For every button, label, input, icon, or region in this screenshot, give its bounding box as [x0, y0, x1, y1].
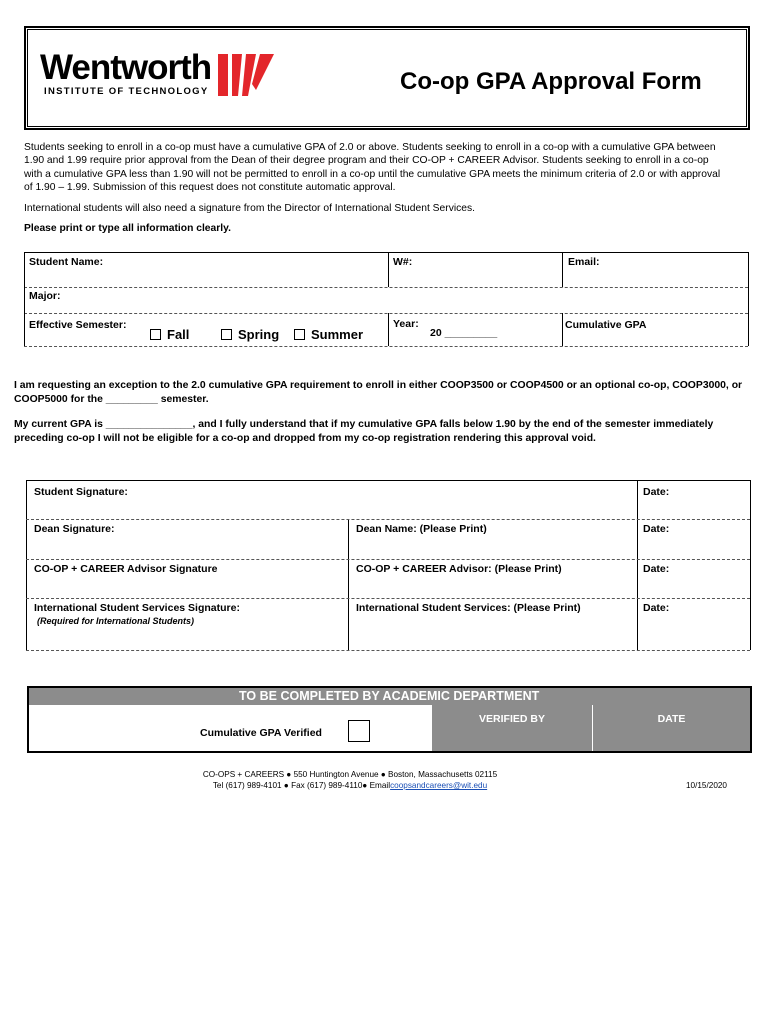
- dean-name-field[interactable]: Dean Name: (Please Print): [356, 523, 487, 535]
- summer-checkbox[interactable]: [294, 327, 363, 342]
- year-label: Year:: [393, 318, 419, 330]
- sig-row-divider: [26, 519, 750, 520]
- footer-email-link[interactable]: coopsandcareers@wit.edu: [390, 781, 488, 790]
- sig-col-divider: [348, 519, 349, 650]
- gpa-acknowledgement-statement: My current GPA is _______________, and I fully understand that if my cumulative GPA falls below 1.90 by the end of the semester immediately preceding co-op I will not be eligible for a co-op and dropped from my co-op registration rendering this approval void.: [14, 419, 714, 444]
- advisor-date-field[interactable]: Date:: [643, 563, 670, 575]
- sig-row-divider: [26, 598, 750, 599]
- info-col-divider: [562, 313, 563, 346]
- footer-contact: [150, 781, 550, 790]
- info-table-top-border: [24, 252, 748, 253]
- sig-table-left-border: [26, 480, 27, 650]
- exception-request-statement: I am requesting an exception to the 2.0 cumulative GPA requirement to enroll in either COOP3500 or COOP4500 or an optional co-op, COOP3000, or COOP5000 for the _________ semester.: [14, 380, 743, 405]
- verified-by-field[interactable]: [432, 705, 592, 751]
- academic-date-field[interactable]: [593, 705, 750, 751]
- sig-table-bottom-border: [26, 650, 750, 651]
- iss-name-field[interactable]: International Student Services: (Please Print): [356, 602, 581, 614]
- dean-date-field[interactable]: Date:: [643, 523, 670, 535]
- footer-phone-fax: Tel (617) 989-4101 ● Fax (617) 989-4110● Email: [212, 781, 391, 790]
- checkbox-icon: [221, 329, 232, 340]
- info-row-divider: [24, 313, 748, 314]
- w-number-field[interactable]: W#:: [393, 256, 413, 268]
- sig-col-divider: [637, 480, 638, 650]
- gpa-verified-checkbox[interactable]: [348, 720, 370, 742]
- info-row-divider: [24, 346, 748, 347]
- iss-required-note: (Required for International Students): [37, 616, 195, 626]
- logo-subtitle: INSTITUTE OF TECHNOLOGY: [44, 86, 209, 97]
- logo-wordmark: Wentworth: [40, 48, 212, 87]
- form-revision-date: 10/15/2020: [686, 781, 727, 790]
- intro-paragraph: Students seeking to enroll in a co-op must have a cumulative GPA of 2.0 or above. Students seeking to enroll in a co-op with a cumulative GPA between 1.90 and 1.99 require prior approval from the Dean of their degree program and their CO-OP + CAREER Advisor. Students seeking to enroll in a co-op with a cumulative GPA less than 1.90 will not be permitted to enroll in a co-op until the cumulative GPA meets the minimum criteria of 2.0 or with approval of 1.90 – 1.99. Submission of this request does not constitute automatic approval.: [24, 142, 721, 194]
- form-title: Co-op GPA Approval Form: [400, 68, 702, 95]
- gpa-verified-label: Cumulative GPA Verified: [200, 727, 322, 739]
- dean-signature-field[interactable]: Dean Signature:: [34, 523, 115, 535]
- spring-label: Spring: [238, 327, 280, 342]
- international-note: International students will also need a signature from the Director of International Student Services.: [24, 203, 476, 214]
- major-field[interactable]: Major:: [29, 290, 61, 302]
- fall-label: Fall: [167, 327, 190, 342]
- info-table-right-border: [748, 252, 749, 346]
- iss-signature-field[interactable]: International Student Services Signature:: [34, 602, 240, 614]
- advisor-name-field[interactable]: CO-OP + CAREER Advisor: (Please Print): [356, 563, 562, 575]
- sig-row-divider: [26, 559, 750, 560]
- checkbox-icon: [294, 329, 305, 340]
- summer-label: Summer: [311, 327, 364, 342]
- info-col-divider: [562, 252, 563, 287]
- iss-date-field[interactable]: Date:: [643, 602, 670, 614]
- info-col-divider: [388, 252, 389, 287]
- effective-semester-label: Effective Semester:: [29, 319, 127, 331]
- checkbox-icon: [150, 329, 161, 340]
- student-signature-field[interactable]: Student Signature:: [34, 486, 128, 498]
- student-date-field[interactable]: Date:: [643, 486, 670, 498]
- academic-date-label: DATE: [657, 713, 686, 725]
- email-field[interactable]: Email:: [568, 256, 600, 268]
- academic-section-title: TO BE COMPLETED BY ACADEMIC DEPARTMENT: [239, 689, 540, 703]
- sig-table-top-border: [26, 480, 750, 481]
- info-table-left-border: [24, 252, 25, 346]
- advisor-signature-field[interactable]: CO-OP + CAREER Advisor Signature: [34, 563, 218, 575]
- footer-address: CO-OPS + CAREERS ● 550 Huntington Avenue ● Boston, Massachusetts 02115: [202, 770, 498, 779]
- print-instruction: Please print or type all information clearly.: [24, 223, 231, 234]
- year-field[interactable]: 20 _________: [430, 327, 498, 339]
- student-name-field[interactable]: Student Name:: [29, 256, 104, 268]
- fall-checkbox[interactable]: [150, 327, 189, 342]
- info-row-divider: [24, 287, 748, 288]
- logo-mark-icon: [218, 54, 274, 96]
- verified-by-label: VERIFIED BY: [479, 713, 545, 725]
- cumulative-gpa-field[interactable]: Cumulative GPA: [565, 319, 647, 331]
- spring-checkbox[interactable]: [221, 327, 279, 342]
- sig-table-right-border: [750, 480, 751, 650]
- info-col-divider: [388, 313, 389, 346]
